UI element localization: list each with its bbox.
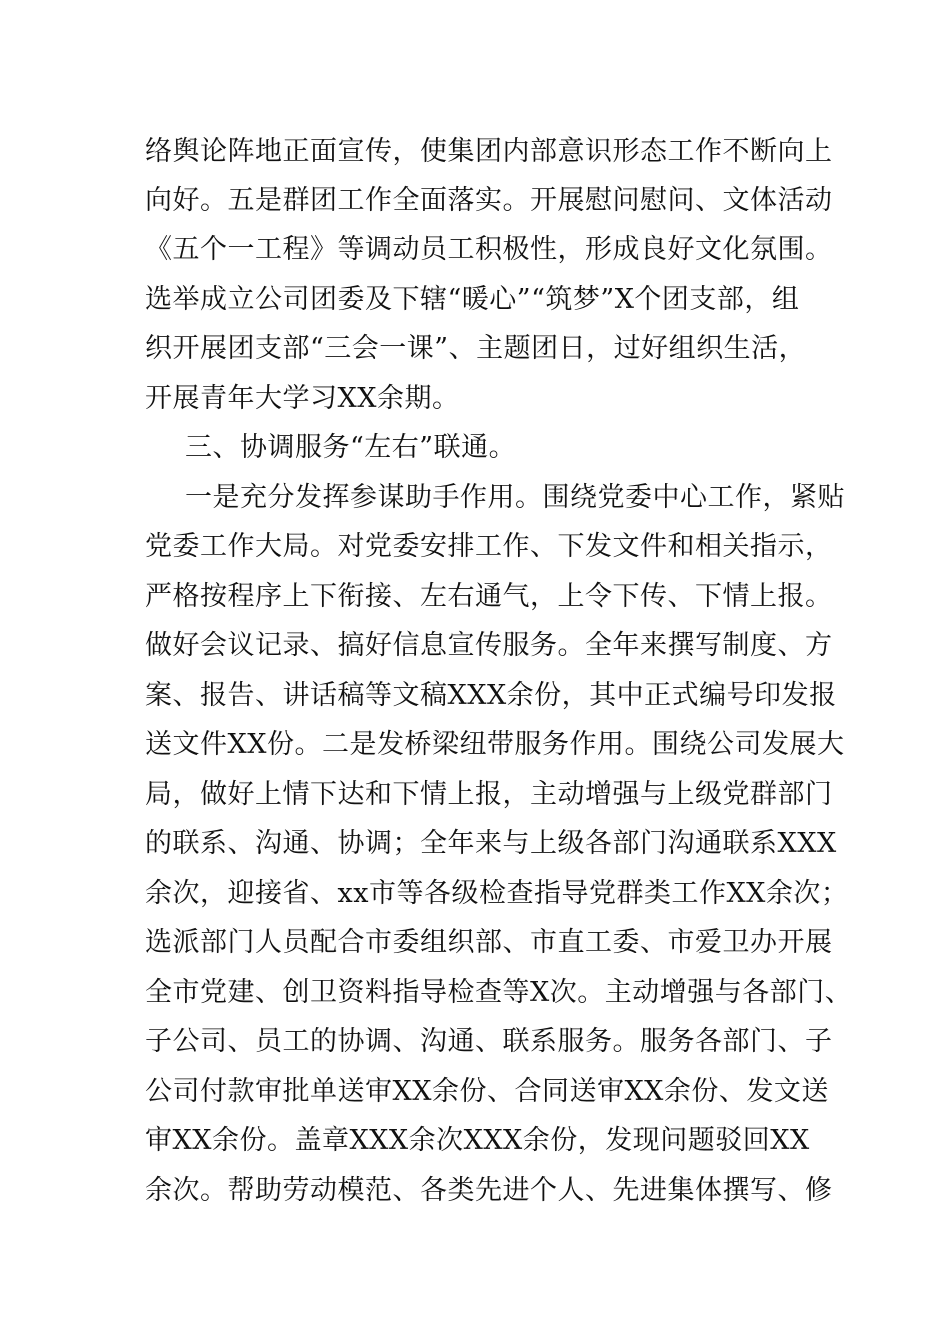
text-line: 开展青年大学习XX余期。 [145,383,460,414]
text-line: 的联系、沟通、协调；全年来与上级各部门沟通联系XXX [145,828,837,859]
text-line: 审XX余份。盖章XXX余次XXX余份，发现问题驳回XX [145,1125,810,1156]
text-line: 余次。帮助劳动模范、各类先进个人、先进集体撰写、修 [145,1175,833,1206]
text-line: 全市党建、创卫资料指导检查等X次。主动增强与各部门、 [145,977,853,1008]
text-line: 党委工作大局。对党委安排工作、下发文件和相关指示， [145,531,833,562]
text-line: 做好会议记录、搞好信息宣传服务。全年来撰写制度、方 [145,630,833,661]
text-line: 严格按程序上下衔接、左右通气，上令下传、下情上报。 [145,581,833,612]
text-line: 公司付款审批单送审XX余份、合同送审XX余份、发文送 [145,1076,829,1107]
text-line: 织开展团支部“三会一课”、主题团日，过好组织生活， [145,333,807,364]
text-line: 选派部门人员配合市委组织部、市直工委、市爱卫办开展 [145,927,833,958]
text-line: 向好。五是群团工作全面落实。开展慰问慰问、文体活动 [145,185,833,216]
text-line: 选举成立公司团委及下辖“暖心”“筑梦”X个团支部，组 [145,284,800,315]
section-heading: 三、协调服务“左右”联通。 [185,432,517,463]
text-line: 一是充分发挥参谋助手作用。围绕党委中心工作，紧贴 [185,482,845,513]
text-line: 《五个一工程》等调动员工积极性，形成良好文化氛围。 [145,234,833,265]
text-line: 局，做好上情下达和下情上报，主动增强与上级党群部门 [145,779,833,810]
text-line: 余次，迎接省、xx市等各级检查指导党群类工作XX余次； [145,878,849,909]
text-line: 子公司、员工的协调、沟通、联系服务。服务各部门、子 [145,1026,833,1057]
text-line: 案、报告、讲话稿等文稿XXX余份，其中正式编号印发报 [145,680,837,711]
text-line: 送文件XX份。二是发桥梁纽带服务作用。围绕公司发展大 [145,729,845,760]
text-line: 络舆论阵地正面宣传，使集团内部意识形态工作不断向上 [145,136,833,167]
